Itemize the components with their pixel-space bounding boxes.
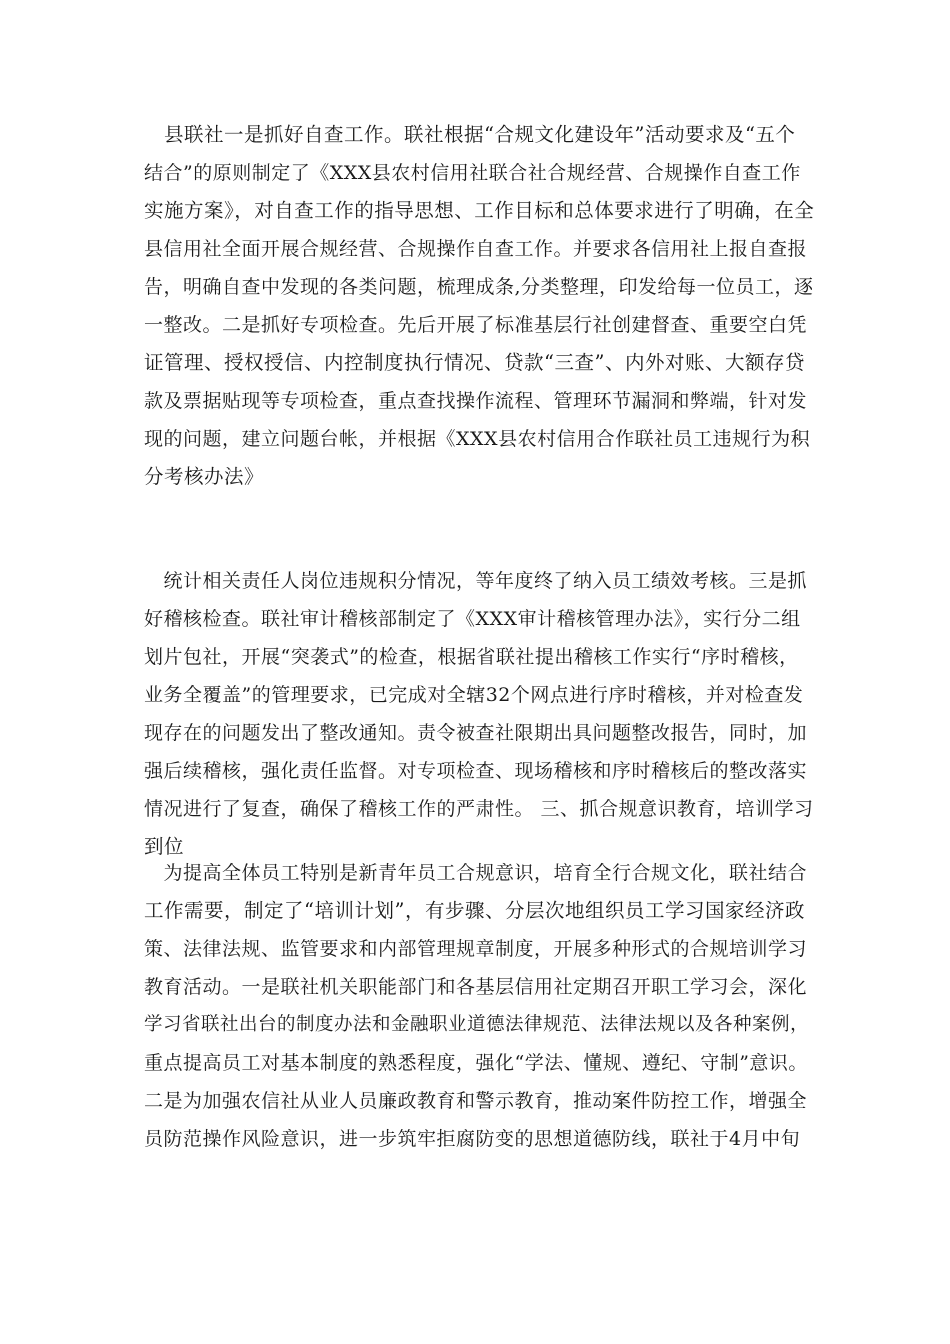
text-line: 策、法律法规、监管要求和内部管理规章制度，开展多种形式的合规培训学习 — [144, 938, 808, 960]
text-line: 业务全覆盖”的管理要求，已完成对全辖32个网点进行序时稽核，并对检查发 — [144, 684, 804, 706]
paragraph-audit-inspection — [144, 562, 814, 866]
text-line: 证管理、授权授信、内控制度执行情况、贷款“三查”、内外对账、大额存贷 — [144, 351, 805, 374]
text-line: 二是为加强农信社从业人员廉政教育和警示教育，推动案件防控工作，增强全 — [144, 1090, 808, 1112]
text-line: 情况进行了复查，确保了稽核工作的严肃性。 三、抓合规意识教育，培训学习 — [144, 798, 814, 820]
text-line: 学习省联社出台的制度办法和金融职业道德法律规范、法律法规以及各种案例， — [144, 1014, 810, 1035]
text-line: 好稽核检查。联社审计稽核部制定了《XXX审计稽核管理办法》，实行分二组 — [144, 608, 801, 630]
text-line: 县联社一是抓好自查工作。联社根据“合规文化建设年”活动要求及“五个 — [144, 123, 796, 146]
text-line: 重点提高员工对基本制度的熟悉程度，强化“学法、懂规、遵纪、守制”意识。 — [144, 1052, 808, 1074]
text-line: 现的问题，建立问题台帐，并根据《XXX县农村信用合作联社员工违规行为积 — [144, 428, 811, 450]
text-line: 款及票据贴现等专项检查，重点查找操作流程、管理环节漏洞和弊端，针对发 — [144, 390, 808, 412]
text-line: 为提高全体员工特别是新青年员工合规意识，培育全行合规文化，联社结合 — [144, 862, 808, 884]
paragraph-compliance-training — [144, 854, 814, 1158]
text-line: 强后续稽核，强化责任监督。对专项检查、现场稽核和序时稽核后的整改落实 — [144, 760, 808, 782]
text-line: 县信用社全面开展合规经营、合规操作自查工作。并要求各信用社上报自查报 — [144, 238, 808, 260]
text-line: 划片包社，开展“突袭式”的检查，根据省联社提出稽核工作实行“序时稽核， — [144, 646, 799, 668]
text-line: 实施方案》，对自查工作的指导思想、工作目标和总体要求进行了明确，在全 — [144, 199, 815, 222]
text-line: 到位 — [144, 835, 185, 858]
text-line: 现存在的问题发出了整改通知。责令被查社限期出具问题整改报告，同时，加 — [144, 722, 808, 744]
text-line: 告，明确自查中发现的各类问题，梳理成条,分类整理，印发给每一位员工，逐 — [144, 276, 814, 298]
text-line: 员防范操作风险意识，进一步筑牢拒腐防变的思想道德防线，联社于4月中旬 — [144, 1128, 801, 1150]
text-line: 工作需要，制定了“培训计划”，有步骤、分层次地组织员工学习国家经济政 — [144, 899, 805, 922]
text-line: 教育活动。一是联社机关职能部门和各基层信用社定期召开职工学习会，深化 — [144, 976, 808, 998]
paragraph-self-inspection — [144, 116, 814, 496]
text-line: 统计相关责任人岗位违规积分情况，等年度终了纳入员工绩效考核。三是抓 — [144, 570, 808, 592]
text-line: 结合”的原则制定了《XXX县农村信用社联合社合规经营、合规操作自查工作 — [144, 162, 801, 184]
text-line: 一整改。二是抓好专项检查。先后开展了标准基层行社创建督查、重要空白凭 — [144, 314, 808, 336]
text-line: 分考核办法》 — [144, 465, 265, 488]
